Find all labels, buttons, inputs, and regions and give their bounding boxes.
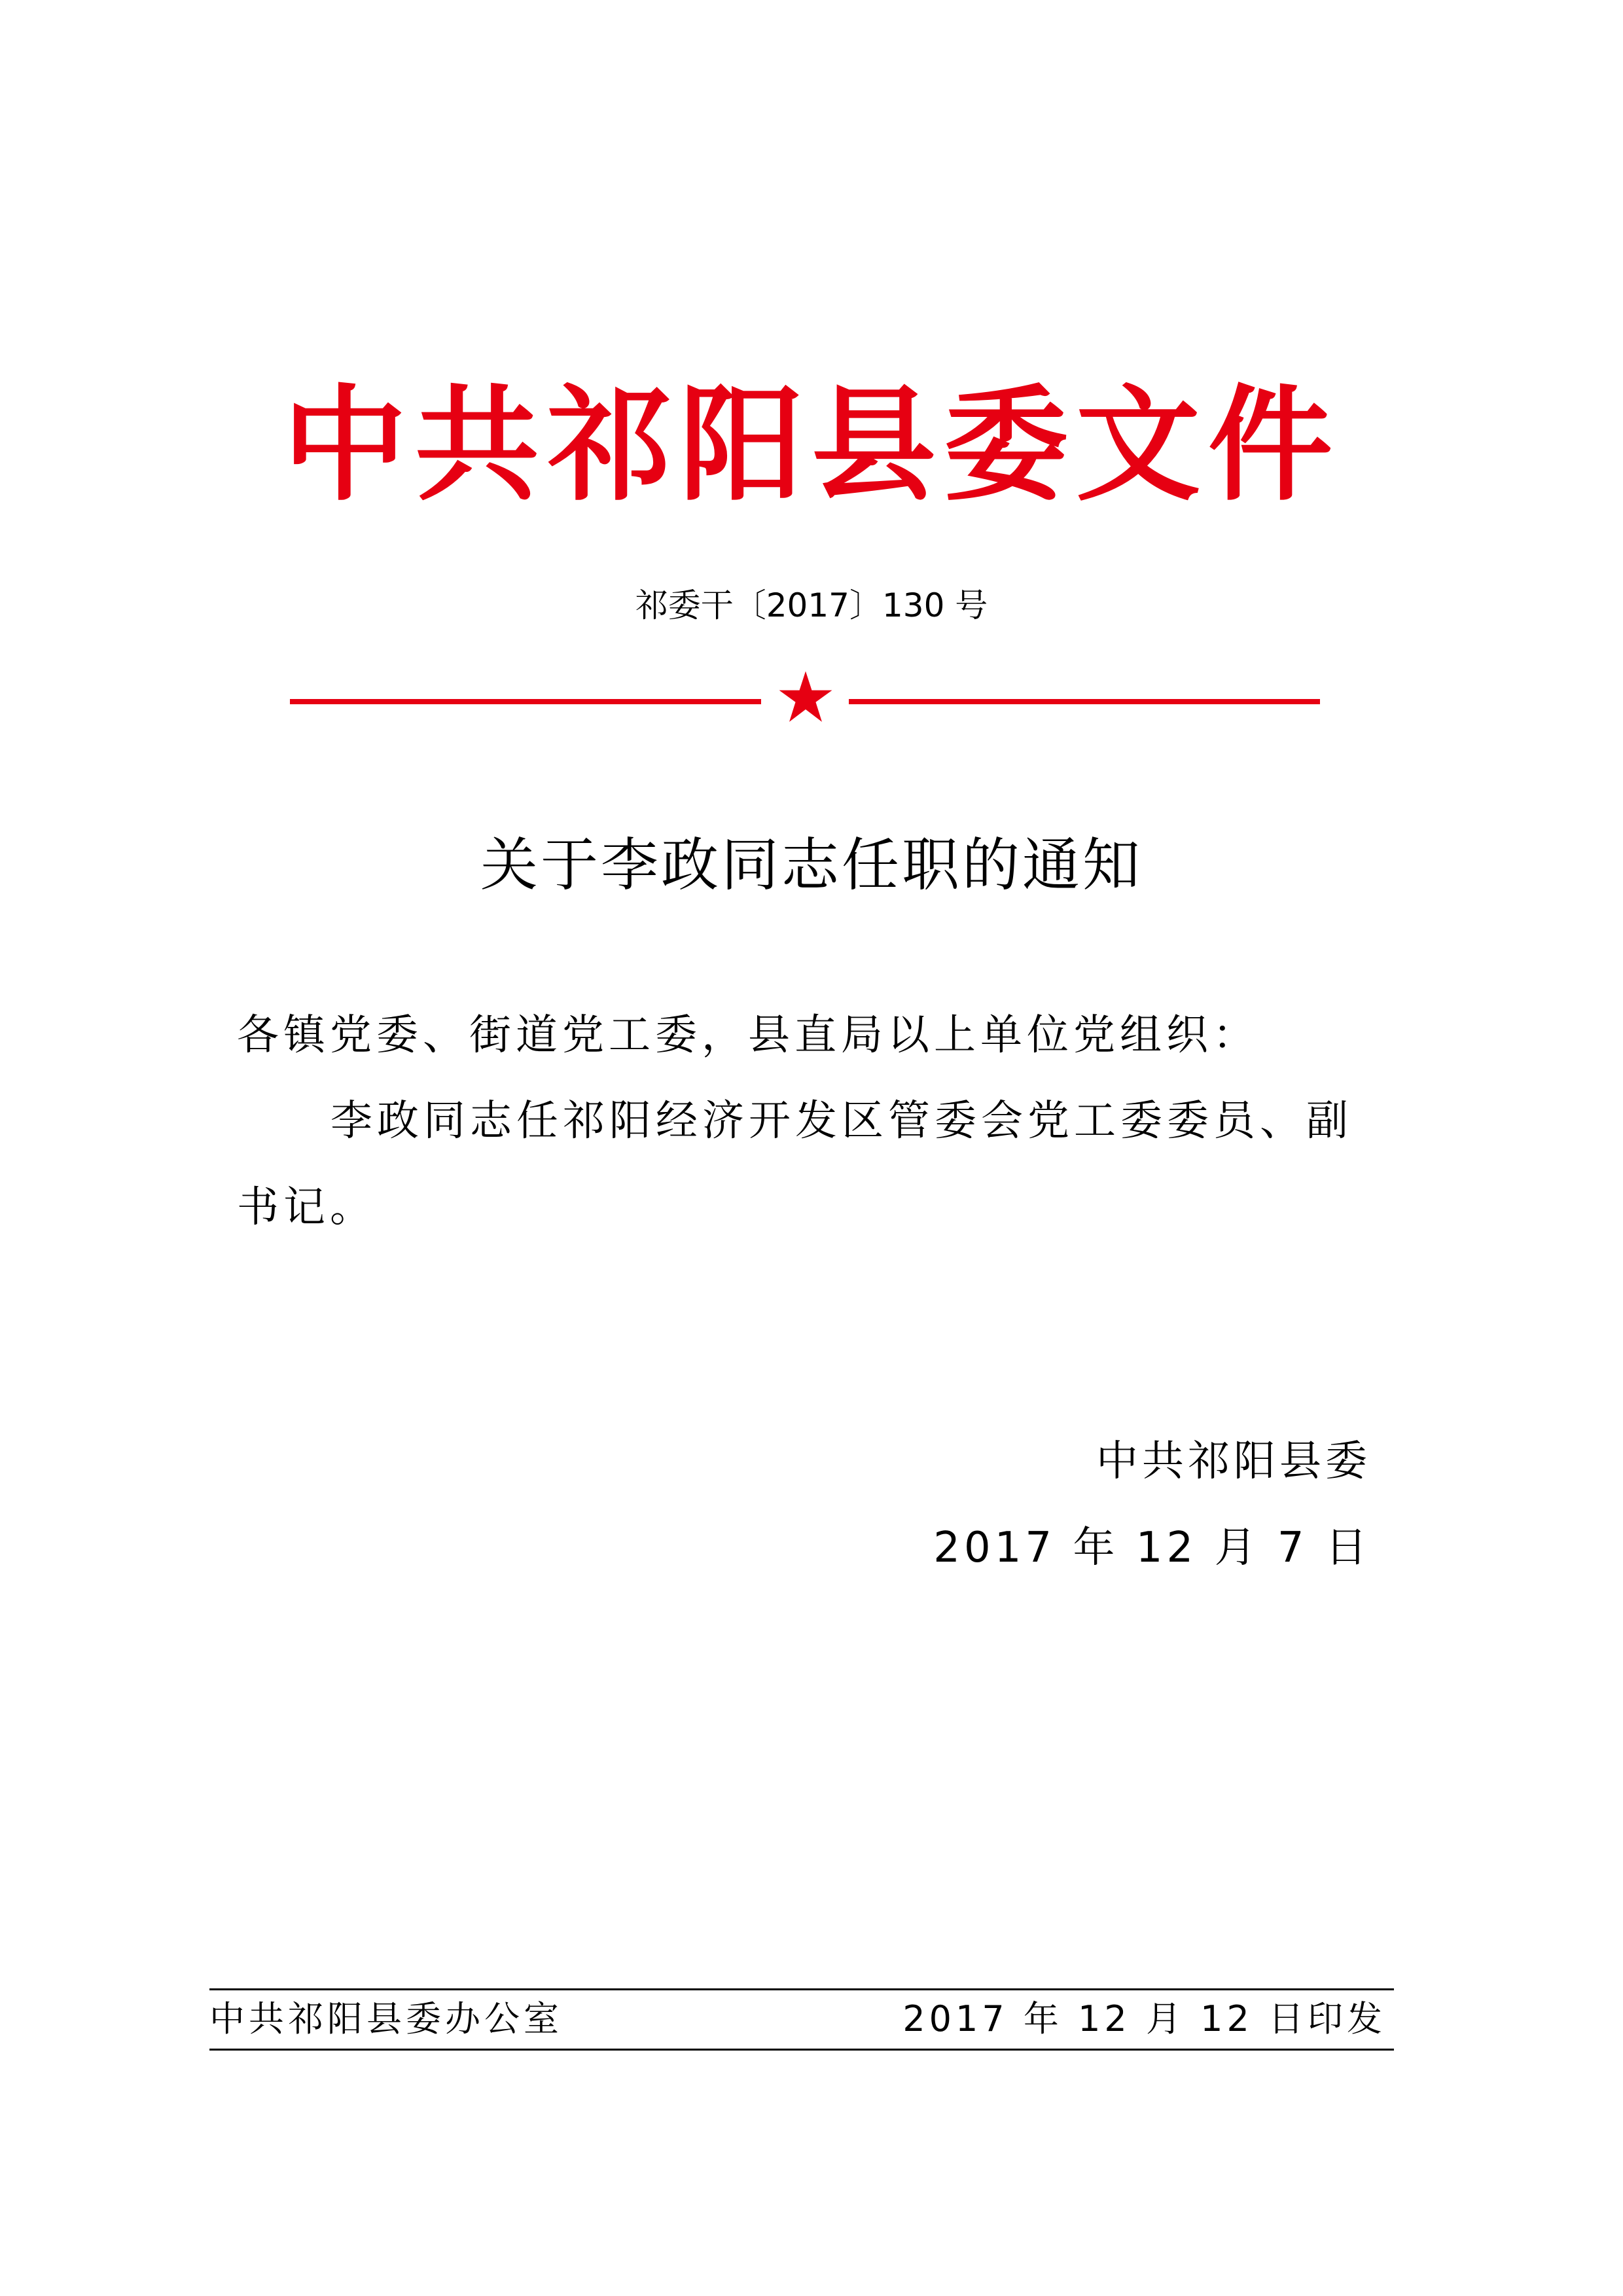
star-icon bbox=[777, 669, 834, 725]
footer-rule-top bbox=[209, 1988, 1394, 1990]
masthead-title: 中共祁阳县委文件 bbox=[282, 372, 1340, 518]
separator-rule-left bbox=[290, 699, 761, 704]
footer-print-date: 2017 年 12 月 12 日印发 bbox=[902, 1998, 1386, 2039]
footer-rule-bottom bbox=[209, 2049, 1394, 2051]
signature-date: 2017 年 12 月 7 日 bbox=[933, 1524, 1371, 1572]
footer-issuer: 中共祁阳县委办公室 bbox=[209, 1998, 563, 2039]
body-paragraph-line: 书记。 bbox=[237, 1183, 376, 1232]
notice-title: 关于李政同志任职的通知 bbox=[480, 831, 1143, 899]
signature-organization: 中共祁阳县委 bbox=[1096, 1437, 1371, 1486]
document-number: 祁委干〔2017〕130 号 bbox=[635, 586, 988, 624]
separator-rule-right bbox=[849, 699, 1320, 704]
salutation: 各镇党委、街道党工委，县直局以上单位党组织： bbox=[237, 1011, 1259, 1060]
body-paragraph-line: 李政同志任祁阳经济开发区管委会党工委委员、副 bbox=[330, 1097, 1353, 1145]
